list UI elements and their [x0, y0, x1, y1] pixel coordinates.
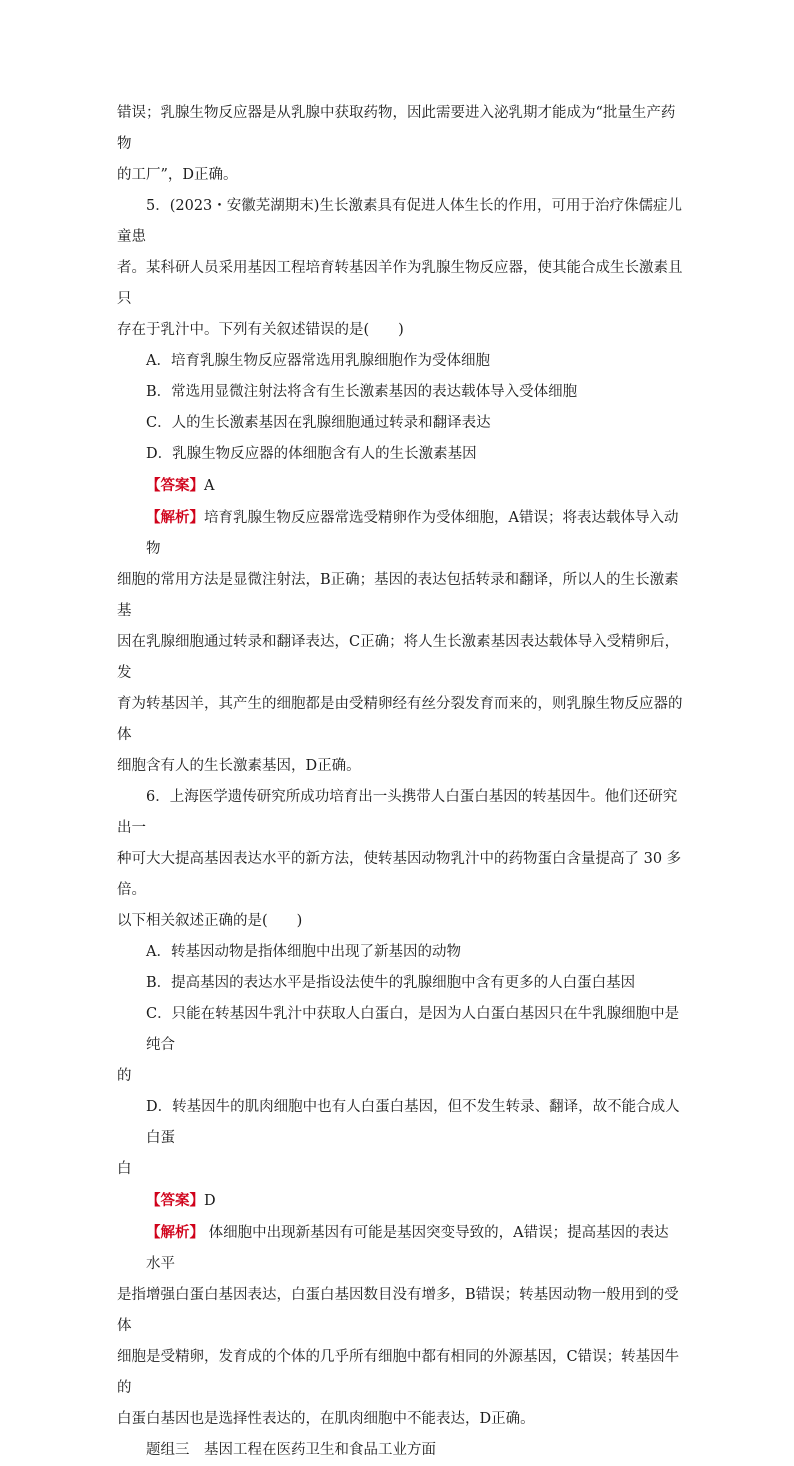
explanation-text: 细胞含有人的生长激素基因，D正确。	[117, 758, 361, 774]
option-d: D．转基因牛的肌肉细胞中也有人白蛋白基因，但不发生转录、翻译，故不能合成人白蛋	[146, 1099, 680, 1146]
explanation-text: 体细胞中出现新基因有可能是基因突变导致的，A错误；提高基因的表达水平	[146, 1225, 669, 1272]
question-stem: 6．上海医学遗传研究所成功培育出一头携带人白蛋白基因的转基因牛。他们还研究出一	[117, 789, 678, 836]
option-a: A．培育乳腺生物反应器常选用乳腺细胞作为受体细胞	[146, 353, 490, 369]
answer-line	[117, 1185, 683, 1217]
option-c-continued: 的	[117, 1068, 132, 1084]
question-stem: 者。某科研人员采用基因工程培育转基因羊作为乳腺生物反应器，使其能合成生长激素且只	[117, 260, 683, 307]
answer-line	[117, 470, 683, 502]
section-title: 题组三 基因工程在医药卫生和食品工业方面	[146, 1442, 436, 1458]
explanation-label: 【解析】	[146, 1224, 204, 1241]
question-stem: 以下相关叙述正确的是( )	[117, 913, 303, 929]
explanation-line	[117, 502, 683, 565]
explanation-text: 因在乳腺细胞通过转录和翻译表达，C正确；将人生长激素基因表达载体导入受精卵后，发	[117, 634, 680, 681]
option-b: B．常选用显微注射法将含有生长激素基因的表达载体导入受体细胞	[146, 384, 578, 400]
text-line: 错误；乳腺生物反应器是从乳腺中获取药物，因此需要进入泌乳期才能成为“批量生产药物	[117, 105, 676, 152]
question-stem: 存在于乳汁中。下列有关叙述错误的是( )	[117, 322, 404, 338]
answer-label: 【答案】	[146, 1192, 204, 1209]
page-content	[117, 98, 683, 1466]
option-d: D．乳腺生物反应器的体细胞含有人的生长激素基因	[146, 446, 477, 462]
option-b: B．提高基因的表达水平是指设法使牛的乳腺细胞中含有更多的人白蛋白基因	[146, 975, 636, 991]
question-6	[117, 782, 683, 1435]
option-c: C．人的生长激素基因在乳腺细胞通过转录和翻译表达	[146, 415, 491, 431]
question-stem: 5．(2023・安徽芜湖期末)生长激素具有促进人体生长的作用，可用于治疗侏儒症儿童患	[117, 198, 682, 245]
answer-value: A	[204, 478, 215, 494]
text-line: 的工厂”，D正确。	[117, 167, 238, 183]
question-stem: 种可大大提高基因表达水平的新方法，使转基因动物乳汁中的药物蛋白含量提高了 30 多倍。	[117, 851, 682, 898]
option-d-continued: 白	[117, 1161, 132, 1177]
explanation-label: 【解析】	[146, 509, 204, 526]
option-a: A．转基因动物是指体细胞中出现了新基因的动物	[146, 944, 461, 960]
answer-label: 【答案】	[146, 477, 204, 494]
explanation-text: 细胞的常用方法是显微注射法，B正确；基因的表达包括转录和翻译，所以人的生长激素基	[117, 572, 679, 619]
answer-value: D	[204, 1193, 216, 1209]
explanation-text: 培育乳腺生物反应器常选受精卵作为受体细胞，A错误；将表达载体导入动物	[146, 510, 679, 557]
explanation-text: 育为转基因羊，其产生的细胞都是由受精卵经有丝分裂发育而来的，则乳腺生物反应器的体	[117, 696, 683, 743]
question-5	[117, 191, 683, 782]
explanation-text: 白蛋白基因也是选择性表达的，在肌肉细胞中不能表达，D正确。	[117, 1411, 535, 1427]
explanation-text: 细胞是受精卵，发育成的个体的几乎所有细胞中都有相同的外源基因，C错误；转基因牛的	[117, 1349, 680, 1396]
explanation-line	[117, 1217, 683, 1280]
explanation-text: 是指增强白蛋白基因表达，白蛋白基因数目没有增多，B错误；转基因动物一般用到的受体	[117, 1287, 679, 1334]
option-c: C．只能在转基因牛乳汁中获取人白蛋白，是因为人白蛋白基因只在牛乳腺细胞中是纯合	[146, 1006, 680, 1053]
